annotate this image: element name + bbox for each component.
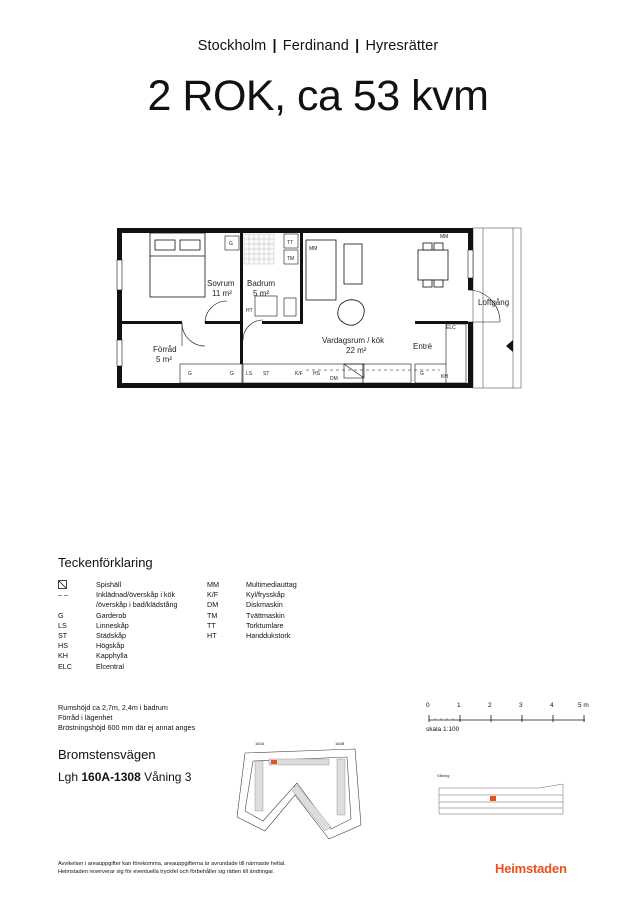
- legend-item: [58, 600, 198, 610]
- site-label: 160B: [335, 741, 345, 746]
- scale-tick: 1: [457, 702, 461, 709]
- note-line: Förråd i lägenhet: [58, 713, 113, 723]
- unit-info: [58, 770, 191, 784]
- legend-item: [207, 580, 347, 590]
- site-label: 160A: [255, 741, 265, 746]
- room-forrad-area: 5 m²: [156, 355, 172, 364]
- room-entre-label: Entré: [413, 342, 433, 351]
- legend-code: DM: [207, 600, 219, 610]
- separator: |: [355, 38, 360, 54]
- legend-code: ELC: [58, 661, 72, 671]
- dashed-line-icon: – –: [58, 590, 68, 600]
- scale-tick: 3: [519, 702, 523, 709]
- fixture-label: G: [188, 371, 192, 377]
- site-plan: [225, 735, 375, 845]
- legend-item: [207, 600, 347, 610]
- room-sovrum-label: Sovrum: [207, 279, 235, 288]
- legend-code: LS: [58, 620, 67, 630]
- legend-item: [58, 611, 198, 621]
- legend-text: Garderob: [96, 610, 127, 620]
- note-line: Bröstningshöjd 600 mm där ej annat anges: [58, 723, 196, 733]
- fixture-label: G: [230, 371, 234, 377]
- legend-code: HT: [207, 630, 217, 640]
- legend-title: Teckenförklaring: [58, 555, 153, 570]
- room-badrum-label: Badrum: [247, 279, 276, 288]
- entrance-arrow-icon: [506, 340, 513, 352]
- legend-text: Kyl/frysskåp: [246, 590, 285, 600]
- scale-tick: 4: [550, 702, 554, 709]
- unit-marker: [271, 760, 277, 764]
- legend-text: Inklädnad/överskåp i kök: [96, 590, 176, 600]
- legend-item: [207, 611, 347, 621]
- bathroom-tiles: [244, 234, 274, 264]
- disclaimer-line: Avvikelser i areauppgifter kan förekomma, areauppgifterna är avrundade till närmaste heltal.: [58, 861, 286, 867]
- fixture-label: ST: [263, 371, 270, 377]
- legend-item: [58, 631, 198, 641]
- scale-tick: 0: [426, 702, 430, 709]
- legend-item: [58, 590, 198, 600]
- fixture-label: HT: [246, 308, 253, 314]
- room-badrum-area: 5 m²: [253, 289, 269, 298]
- page-title: 2 ROK, ca 53 kvm: [147, 72, 489, 120]
- legend-code: MM: [207, 580, 219, 589]
- legend-code: TT: [207, 620, 216, 630]
- living-furniture: [306, 240, 448, 325]
- fixture-label: TM: [287, 256, 295, 262]
- room-sovrum-area: 11 m²: [212, 289, 232, 298]
- scale-bar: [425, 710, 590, 726]
- legend-text: Städskåp: [96, 630, 126, 640]
- legend-item: [58, 662, 198, 672]
- legend-text: Linneskåp: [96, 620, 129, 630]
- floor-marker: [490, 796, 496, 801]
- disclaimer-line: Heimstaden reserverar sig för eventuella tryckfel och förbehåller sig rätten till ändringar.: [58, 869, 275, 875]
- city-label: Stockholm: [197, 38, 267, 54]
- legend-text: Multimediauttag: [246, 580, 297, 589]
- legend-item: [207, 590, 347, 600]
- legend-text: Torktumlare: [246, 620, 284, 630]
- legend-item: [58, 621, 198, 631]
- note-line: Rumshöjd ca 2,7m, 2,4m i badrum: [58, 703, 168, 712]
- loftgang-label: Loftgång: [478, 298, 510, 307]
- legend-code: G: [58, 610, 64, 620]
- fixture-label: K/F: [295, 371, 303, 377]
- legend-item: [58, 651, 198, 661]
- fixture-label: G: [420, 371, 424, 377]
- legend-item: [58, 580, 198, 590]
- legend-code: HS: [58, 641, 68, 651]
- legend-text: Handdukstork: [246, 630, 291, 640]
- fixture-label: TT: [287, 240, 294, 246]
- legend-text: Tvättmaskin: [246, 610, 285, 620]
- room-vardagsrum-label: Vardagsrum / kök: [322, 336, 385, 345]
- section-label: Våning: [437, 773, 450, 778]
- legend-text: /överskåp i bad/klädstång: [96, 600, 178, 610]
- fixture-label: G: [229, 241, 233, 247]
- scale-label: skala 1:100: [426, 726, 460, 733]
- notes: [58, 703, 195, 734]
- fixture-label: KH: [441, 374, 448, 380]
- legend-code: KH: [58, 651, 68, 661]
- legend-text: Elcentral: [96, 661, 124, 671]
- legend-text: Kapphylla: [96, 651, 128, 661]
- room-forrad-label: Förråd: [153, 345, 177, 354]
- disclaimer: [58, 860, 286, 876]
- scale-tick: 2: [488, 702, 492, 709]
- fixture-label: MM: [309, 246, 318, 252]
- section-elevation: [435, 772, 570, 817]
- legend-text: Spishäll: [96, 580, 122, 589]
- legend-text: Diskmaskin: [246, 600, 283, 610]
- project-label: Ferdinand: [282, 38, 349, 54]
- fixture-label: LS: [246, 371, 253, 377]
- bed: [150, 233, 205, 297]
- legend-left: [58, 580, 198, 672]
- legend-item: [207, 631, 347, 641]
- unit-prefix: Lgh: [58, 770, 79, 784]
- heimstaden-logo: Heimstaden: [495, 861, 567, 876]
- legend-item: [207, 621, 347, 631]
- legend-item: [58, 641, 198, 651]
- cooktop-icon: [58, 580, 67, 589]
- unit-number: 160A-1308: [81, 770, 141, 784]
- tenure-label: Hyresrätter: [365, 38, 439, 54]
- separator: |: [272, 38, 277, 54]
- legend-right: [207, 580, 347, 641]
- fixture-label: HS: [313, 371, 320, 377]
- street-name: Bromstensvägen: [58, 747, 156, 762]
- legend-text: Högskåp: [96, 641, 125, 651]
- scale-tick: 5 m: [578, 702, 589, 709]
- fixture-label: DM: [330, 376, 338, 382]
- floor-label: Våning 3: [144, 770, 192, 784]
- fixture-label: MM: [440, 234, 449, 240]
- room-vardagsrum-area: 22 m²: [346, 346, 367, 355]
- legend-code: TM: [207, 610, 218, 620]
- fixture-label: ELC: [446, 325, 456, 331]
- legend-code: ST: [58, 630, 68, 640]
- legend-code: K/F: [207, 590, 219, 600]
